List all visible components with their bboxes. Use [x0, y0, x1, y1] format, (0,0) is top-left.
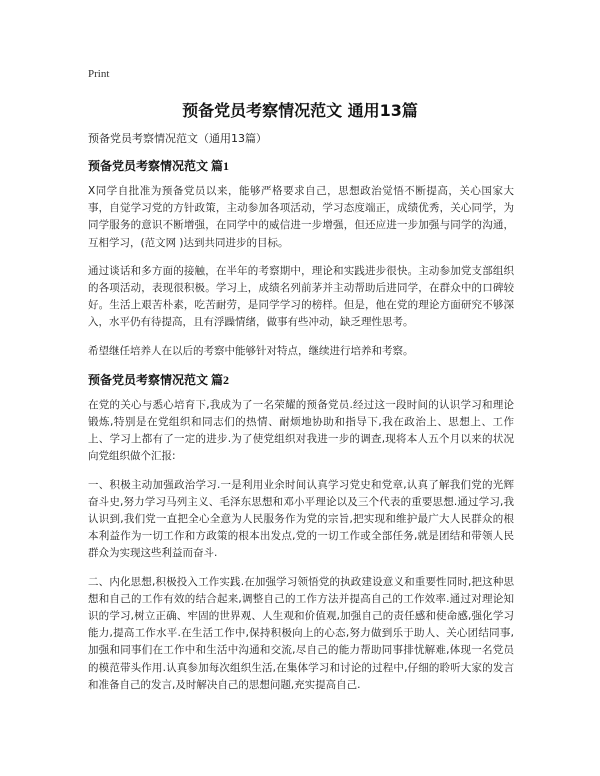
document-body — [88, 130, 514, 705]
document-subtitle: 预备党员考察情况范文（通用13篇） — [88, 132, 267, 145]
section-2-paragraph-1: 在党的关心与悉心培育下,我成为了一名荣耀的预备党员.经过这一段时间的认识学习和理论锻炼,特别是在党组织和同志们的热情、耐烦地协助和指导下,我在政治上、思想上、工作上、学习上都有了一定的进步.为了使党组织对我进一步的调查,现将本人五个月以来的状况向党组织做个汇报: — [88, 398, 514, 463]
section-1-paragraph-2: 通过谈话和多方面的接触，在半年的考察期中，理论和实践进步很快。主动参加党支部组织的各项活动，表现很积极。学习上，成绩名列前茅并主动帮助后进同学，在群众中的口碑较好。生活上艰苦朴素，吃苦耐劳，是同学学习的榜样。但是，他在党的理论方面研究不够深入，水平仍有待提高，且有浮躁情绪，做事有些冲动，缺乏理性思考。 — [88, 264, 514, 329]
section-2-paragraph-3: 二、内化思想,积极投入工作实践.在加强学习领悟党的执政建设意义和重要性同时,把这种思想和自己的工作有效的结合起来,调整自己的工作方法并提高自己的工作效率.通过对理论知识的学习,树立正确、牢固的世界观、人生观和价值观,加强自己的责任感和使命感,强化学习能力,提高工作水平.在生活工作中,保持积极向上的心态,努力做到乐于助人、关心团结同事,加强和同事们在工作中和生活中沟通和交流,尽自己的能力帮助同事排忧解难,体现一名党员的模范带头作用.认真参加每次组织生活,在集体学习和讨论的过程中,仔细的聆听大家的发言和准备自己的发言,及时解决自己的思想问题,充实提高自己. — [88, 575, 514, 691]
section-2-paragraph-2: 一、积极主动加强政治学习.一是利用业余时间认真学习党史和党章,认真了解我们党的光辉奋斗史,努力学习马列主义、毛泽东思想和邓小平理论以及三个代表的重要思想.通过学习,我认识到,我们党一直把全心全意为人民服务作为党的宗旨,把实现和维护最广大人民群众的根本利益作为一切工作和方政策的根本出发点,党的一切工作或全部任务,就是团结和带领人民群众为实现这些利益而奋斗. — [88, 478, 514, 560]
section-heading-2: 预备党员考察情况范文 篇2 — [88, 372, 230, 387]
print-link[interactable]: Print — [88, 68, 110, 80]
section-1-paragraph-1: X同学自批准为预备党员以来，能够严格要求自己，思想政治觉悟不断提高，关心国家大事，自觉学习党的方针政策，主动参加各项活动，学习态度端正，成绩优秀，关心同学，为同学服务的意识不断增强，在同学中的威信进一步增强，但还应进一步加强与同学的沟通，互相学习，(范文网 )达到共同进步的目标。 — [88, 185, 514, 249]
section-heading-1: 预备党员考察情况范文 篇1 — [88, 159, 230, 173]
page-title: 预备党员考察情况范文 通用13篇 — [182, 101, 418, 120]
section-1-paragraph-3: 希望继任培养人在以后的考察中能够针对特点，继续进行培养和考察。 — [88, 344, 414, 357]
